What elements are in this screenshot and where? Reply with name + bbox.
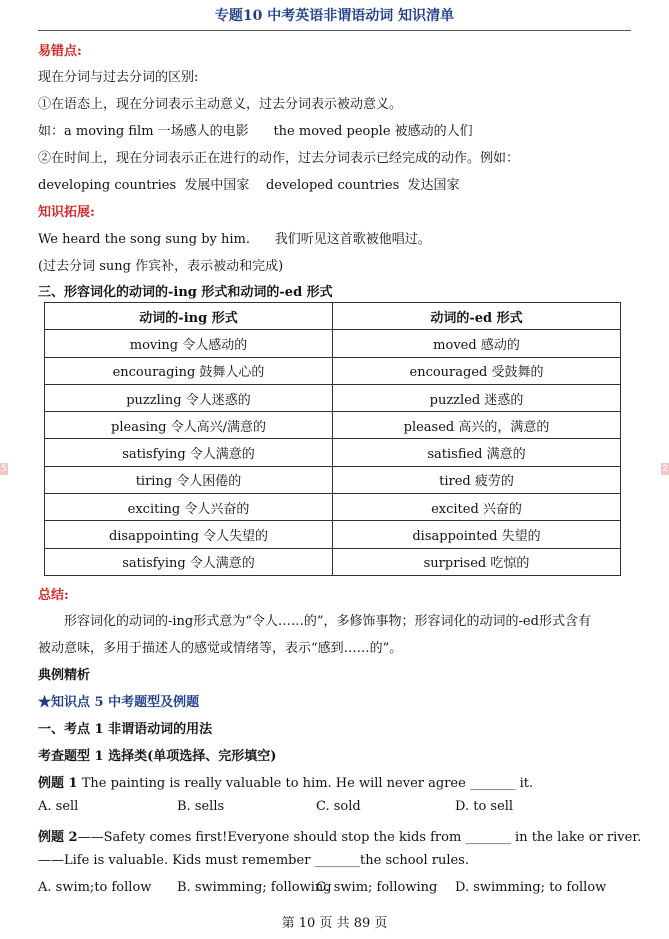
pitfalls-line: ②在时间上，现在分词表示正在进行的动作，过去分词表示已经完成的动作。例如： bbox=[38, 151, 520, 166]
table-header-cell: 动词的-ed 形式 bbox=[333, 303, 621, 330]
table-row bbox=[45, 466, 621, 493]
example-label: 例题 1 bbox=[38, 776, 78, 791]
table-row bbox=[45, 439, 621, 466]
table-cell: surprised 吃惊的 bbox=[333, 548, 621, 575]
example-text-line2: ——Life is valuable. Kids must remember _______the school rules. bbox=[38, 853, 469, 868]
option: A. sell bbox=[38, 799, 79, 814]
example-1 bbox=[38, 772, 533, 791]
table-cell: pleasing 令人高兴/满意的 bbox=[45, 412, 333, 439]
example-text: The painting is really valuable to him. He will never agree _______ it. bbox=[77, 776, 534, 791]
table-cell: moved 感动的 bbox=[333, 330, 621, 357]
summary-line: 被动意味，多用于描述人的感觉或情绪等，表示“感到……的”。 bbox=[38, 641, 403, 656]
option: A. swim;to follow bbox=[38, 880, 152, 895]
table-cell: exciting 令人兴奋的 bbox=[45, 494, 333, 521]
table-cell: disappointing 令人失望的 bbox=[45, 521, 333, 548]
example-label: 例题 2 bbox=[38, 830, 78, 845]
table-cell: tired 疲劳的 bbox=[333, 466, 621, 493]
section-title: 三、形容词化的动词的-ing 形式和动词的-ed 形式 bbox=[38, 285, 333, 300]
table-cell: tiring 令人困倦的 bbox=[45, 466, 333, 493]
participle-table bbox=[44, 302, 621, 576]
table-row bbox=[45, 330, 621, 357]
extension-line: We heard the song sung by him. 我们听见这首歌被他唱过。 bbox=[38, 232, 431, 247]
table-row bbox=[45, 384, 621, 411]
table-cell: excited 兴奋的 bbox=[333, 494, 621, 521]
table-row bbox=[45, 494, 621, 521]
table-header-row bbox=[45, 303, 621, 330]
table-cell: moving 令人感动的 bbox=[45, 330, 333, 357]
option: B. sells bbox=[177, 799, 225, 814]
left-margin-marker: 5 bbox=[1, 464, 7, 474]
extension-title: 知识拓展: bbox=[38, 205, 95, 220]
example-text: ——Safety comes first!Everyone should stop the kids from _______ in the lake or river. bbox=[77, 830, 642, 845]
table-cell: satisfying 令人满意的 bbox=[45, 548, 333, 575]
summary-title: 总结: bbox=[38, 588, 69, 603]
table-cell: encouraged 受鼓舞的 bbox=[333, 357, 621, 384]
option: D. to sell bbox=[455, 799, 514, 814]
summary-line: 形容词化的动词的-ing形式意为“令人……的”，多修饰事物；形容词化的动词的-ed形式含有 bbox=[64, 614, 591, 629]
page-header: 专题10 中考英语非谓语动词 知识清单 bbox=[214, 8, 455, 24]
kaodian-title: 一、考点 1 非谓语动词的用法 bbox=[38, 722, 213, 737]
knowledge-point-title: ★知识点 5 中考题型及例题 bbox=[38, 695, 200, 710]
example-2 bbox=[38, 826, 641, 845]
option: C. swim; following bbox=[316, 880, 438, 895]
table-cell: pleased 高兴的，满意的 bbox=[333, 412, 621, 439]
pitfalls-line: developing countries 发展中国家 developed countries 发达国家 bbox=[38, 178, 460, 193]
table-row bbox=[45, 548, 621, 575]
table-cell: satisfying 令人满意的 bbox=[45, 439, 333, 466]
table-row bbox=[45, 357, 621, 384]
option: B. swimming; following bbox=[177, 880, 332, 895]
table-cell: satisfied 满意的 bbox=[333, 439, 621, 466]
page-footer: 第 10 页 共 89 页 bbox=[281, 916, 388, 931]
table-cell: encouraging 鼓舞人心的 bbox=[45, 357, 333, 384]
table-cell: disappointed 失望的 bbox=[333, 521, 621, 548]
table-cell: puzzled 迷惑的 bbox=[333, 384, 621, 411]
pitfalls-line: 现在分词与过去分词的区别: bbox=[38, 70, 199, 85]
pitfalls-title: 易错点: bbox=[38, 44, 82, 59]
pitfalls-line: 如：a moving film 一场感人的电影 the moved people 被感动的人们 bbox=[38, 124, 473, 139]
option: D. swimming; to follow bbox=[455, 880, 607, 895]
question-type-title: 考查题型 1 选择类(单项选择、完形填空) bbox=[38, 749, 277, 764]
table-header-cell: 动词的-ing 形式 bbox=[45, 303, 333, 330]
table-cell: puzzling 令人迷惑的 bbox=[45, 384, 333, 411]
option: C. sold bbox=[316, 799, 361, 814]
extension-line: (过去分词 sung 作宾补，表示被动和完成) bbox=[38, 259, 284, 274]
header-divider bbox=[38, 30, 631, 31]
examples-title: 典例精析 bbox=[38, 668, 91, 683]
table-row bbox=[45, 412, 621, 439]
table-row bbox=[45, 521, 621, 548]
pitfalls-line: ①在语态上，现在分词表示主动意义，过去分词表示被动意义。 bbox=[38, 97, 403, 112]
right-margin-marker: 2 bbox=[662, 464, 668, 474]
